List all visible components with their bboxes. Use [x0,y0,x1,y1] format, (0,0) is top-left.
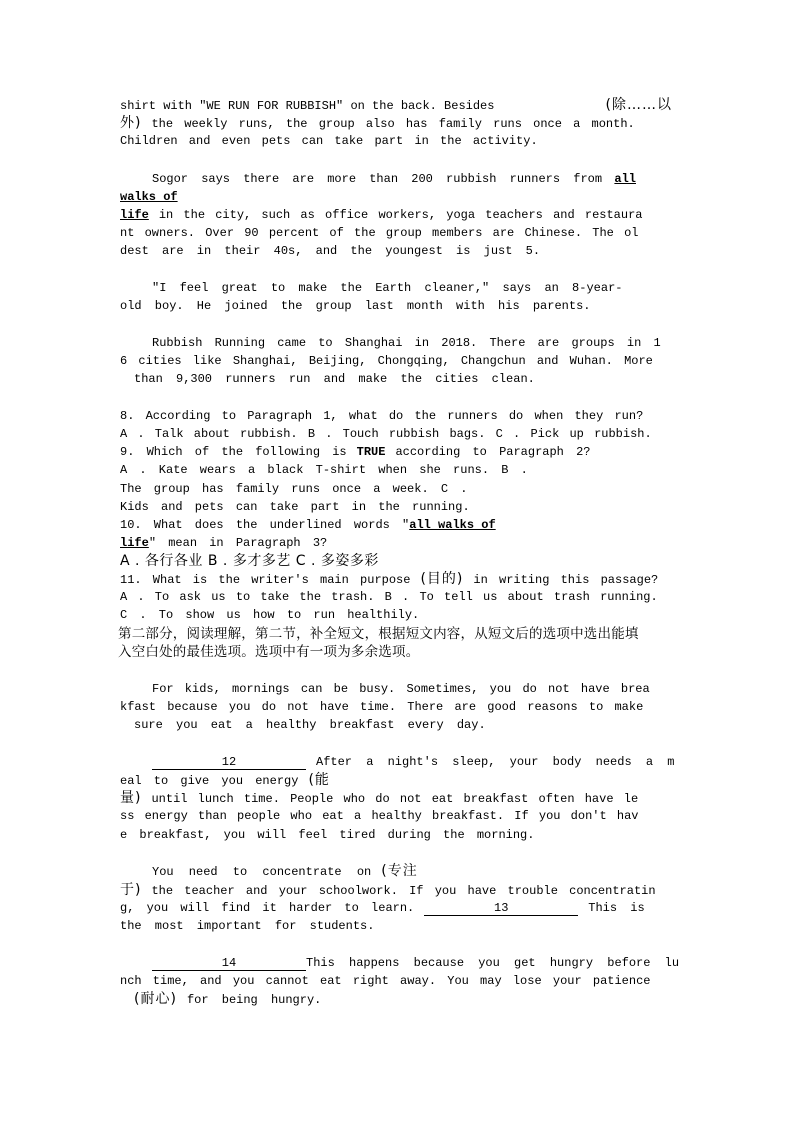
passage-line [152,170,636,188]
text: Sogor says there are more than 200 rubbish runners from [152,172,603,186]
text: for being hungry. [186,993,322,1007]
question-10 [120,516,672,534]
text: This is [588,901,645,915]
question-11-options-ab [120,588,672,606]
passage-line [134,370,686,388]
chinese-gloss: (耐心) [134,991,177,1007]
question-10-options [120,552,672,570]
passage-line [152,954,704,972]
question-9-option-b [120,480,672,498]
text: kfast because you do not have time. There are good reasons to make [120,700,644,714]
underlined-phrase: all [614,172,636,186]
text: This happens because you get hungry before lu [306,956,680,970]
question-9 [120,443,672,461]
blank-12[interactable]: 12 [152,755,306,770]
passage-line [134,990,686,1008]
text: shirt with "WE RUN FOR RUBBISH" on the back. Besides [120,99,495,113]
question-10-line-2 [120,534,672,552]
passage-line [120,771,672,789]
text: You need to concentrate on [152,865,372,879]
text: Rubbish Running came to Shanghai in 2018. There are groups in 1 [152,336,661,350]
options-text: A . Kate wears a black T-shirt when she runs. B . [120,463,528,477]
passage-line [152,753,704,771]
question-text: according to Paragraph 2? [395,445,591,459]
text: "I feel great to make the Earth cleaner," says an 8-year- [152,281,623,295]
text: the most important for students. [120,919,375,933]
text: in the city, such as office workers, yoga teachers and restaura [158,208,643,222]
question-8-options [120,425,672,443]
text: the weekly runs, the group also has family runs once a month. [151,117,635,131]
passage-line [120,297,672,315]
chinese-gloss: (专注 [381,863,418,879]
options-text: C . To show us how to run healthily. [120,608,420,622]
passage-line [120,881,672,899]
heading-text: 入空白处的最佳选项。选项中有一项为多余选项。 [118,644,420,660]
chinese-gloss: 外) [120,115,142,131]
passage-line [134,716,686,734]
question-text: in writing this passage? [473,573,659,587]
passage-line [120,698,672,716]
question-text: " mean in Paragraph 3? [148,536,328,550]
underlined-phrase: all walks of [409,518,496,532]
text: than 9,300 runners run and make the cities clean. [134,372,535,386]
passage-line [120,206,672,224]
underlined-phrase: life [120,536,149,550]
text: dest are in their 40s, and the youngest is just 5. [120,244,541,258]
text: ss energy than people who eat a healthy breakfast. If you don't hav [120,809,639,823]
options-text: A . Talk about rubbish. B . Touch rubbish bags. C . Pick up rubbish. [120,427,652,441]
heading-text: 第二部分，阅读理解，第二节，补全短文，根据短文内容，从短文后的选项中选出能填 [118,626,639,642]
question-11-option-c [120,606,672,624]
passage-line [120,807,672,825]
question-text: 9. Which of the following is [120,445,347,459]
passage-line [120,789,672,807]
options-text: A . To ask us to take the trash. B . To tell us about trash running. [120,590,658,604]
passage-line [120,899,672,917]
blank-14[interactable]: 14 [152,956,306,971]
question-8 [120,407,672,425]
passage-line [120,352,672,370]
chinese-gloss: (能 [308,772,330,788]
passage-line [120,242,672,260]
passage-line [120,132,672,150]
text: eal to give you energy [120,774,299,788]
section-heading [118,625,678,643]
text: nt owners. Over 90 percent of the group members are Chinese. The ol [120,226,639,240]
passage-line [152,334,704,352]
passage-line [120,96,672,114]
text: g, you will find it harder to learn. [120,901,415,915]
options-text: The group has family runs once a week. C . [120,482,468,496]
chinese-gloss: (目的) [420,571,464,587]
question-9-option-a [120,461,672,479]
passage-line [120,114,672,132]
question-text: 11. What is the writer's main purpose [120,573,411,587]
text: 6 cities like Shanghai, Beijing, Chongqing, Changchun and Wuhan. More [120,354,653,368]
question-text: 8. According to Paragraph 1, what do the runners do when they run? [120,409,644,423]
chinese-gloss: 于) [120,882,142,898]
text: After a night's sleep, your body needs a m [316,755,675,769]
text: nch time, and you cannot eat right away. You may lose your patience [120,974,651,988]
passage-line [120,224,672,242]
text: the teacher and your schoolwork. If you have trouble concentratin [151,884,656,898]
passage-line [152,862,704,880]
text: sure you eat a healthy breakfast every day. [134,718,486,732]
passage-line [120,188,672,206]
text: e breakfast, you will feel tired during the morning. [120,828,535,842]
text: Children and even pets can take part in the activity. [120,134,538,148]
passage-line [152,279,704,297]
text: For kids, mornings can be busy. Sometimes, you do not have brea [152,682,650,696]
text: old boy. He joined the group last month with his parents. [120,299,591,313]
question-text: 10. What does the underlined words " [120,518,410,532]
passage-line [152,680,704,698]
chinese-gloss: (除……以 [605,97,672,113]
question-11 [120,570,672,588]
underlined-phrase: walks of [120,190,178,204]
question-9-option-c [120,498,672,516]
passage-line [120,826,672,844]
blank-13[interactable]: 13 [424,901,578,916]
passage-line [120,917,672,935]
section-heading [118,643,678,661]
chinese-gloss: 量) [120,790,142,806]
emphasis-text: TRUE [356,445,386,459]
passage-line [120,972,672,990]
options-text: A . 各行各业 B . 多才多艺 C . 多姿多彩 [120,553,379,569]
options-text: Kids and pets can take part in the running. [120,500,470,514]
text: until lunch time. People who do not eat breakfast often have le [151,792,639,806]
underlined-phrase: life [120,208,149,222]
